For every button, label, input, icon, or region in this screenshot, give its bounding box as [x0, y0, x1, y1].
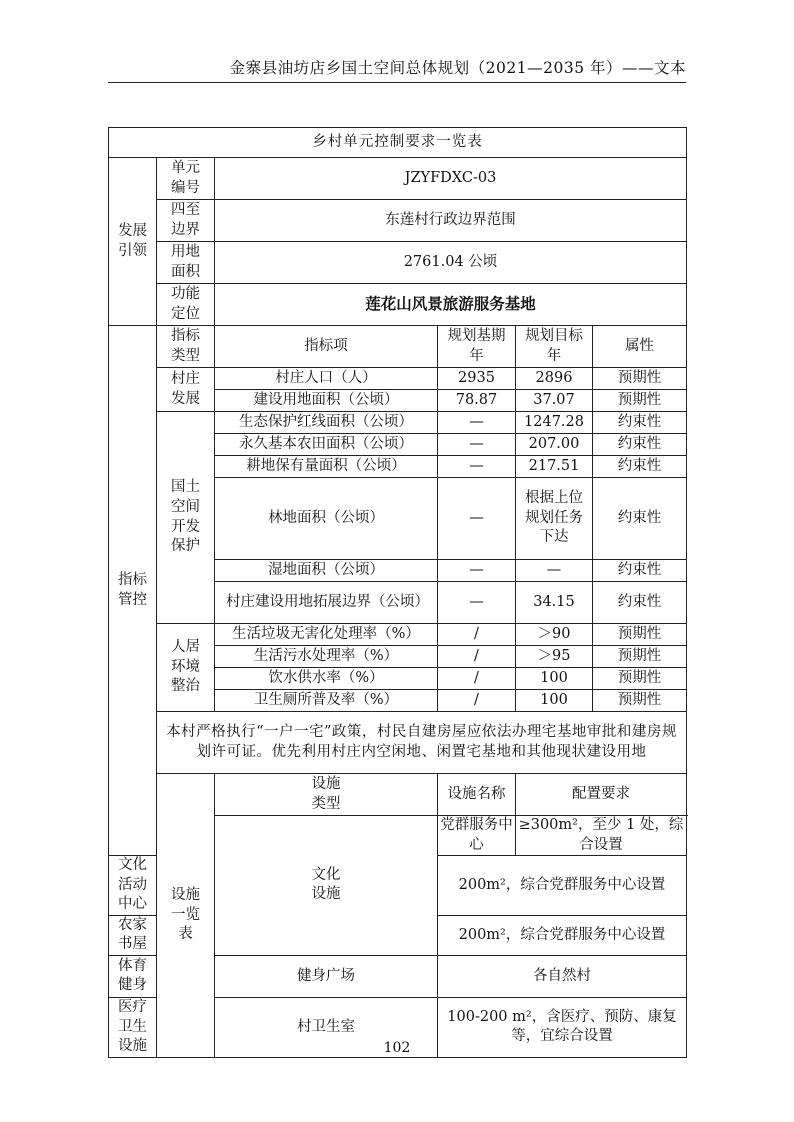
section-facilities: 设施一览表 [157, 774, 215, 1058]
indicator-attribute: 约束性 [593, 456, 687, 478]
header-rule [108, 82, 686, 83]
indicator-attribute: 约束性 [593, 412, 687, 434]
unit-control-table [108, 127, 687, 1058]
indicator-item: 永久基本农田面积（公顷） [215, 434, 438, 456]
function-value: 莲花山风景旅游服务基地 [215, 284, 687, 326]
indicator-attribute: 预期性 [593, 368, 687, 390]
indicator-item: 耕地保有量面积（公顷） [215, 456, 438, 478]
indicator-base: 2935 [438, 368, 516, 390]
indicator-target: 34.15 [516, 582, 593, 624]
facility-requirement: 各自然村 [438, 955, 687, 997]
base-year-header: 规划基期年 [438, 326, 516, 368]
group-village: 村庄发展 [157, 368, 215, 412]
guidance-label: 四至边界 [157, 200, 215, 242]
indicator-target: 100 [516, 690, 593, 712]
indicator-attribute: 预期性 [593, 668, 687, 690]
indicator-base: / [438, 690, 516, 712]
indicator-attribute: 约束性 [593, 560, 687, 582]
indicator-base: — [438, 478, 516, 560]
indicator-item: 湿地面积（公顷） [215, 560, 438, 582]
facility-name: 文化活动中心 [109, 856, 157, 916]
page-number: 102 [383, 1040, 411, 1056]
indicator-base: 78.87 [438, 390, 516, 412]
indicator-target: — [516, 560, 593, 582]
indicator-base: — [438, 560, 516, 582]
unit-code-value: JZYFDXC-03 [215, 158, 687, 200]
table-title: 乡村单元控制要求一览表 [109, 128, 687, 158]
indicator-base: / [438, 624, 516, 646]
section-control: 指标管控 [109, 326, 157, 856]
facility-type-header: 设施类型 [215, 774, 438, 816]
indicator-base: — [438, 434, 516, 456]
indicator-item: 建设用地面积（公顷） [215, 390, 438, 412]
indicator-target: 1247.28 [516, 412, 593, 434]
indicator-item-header: 指标项 [215, 326, 438, 368]
facility-name: 党群服务中心 [438, 816, 516, 856]
indicator-base: / [438, 646, 516, 668]
indicator-attribute: 约束性 [593, 478, 687, 560]
indicator-item: 村庄建设用地拓展边界（公顷） [215, 582, 438, 624]
boundary-value: 东莲村行政边界范围 [215, 200, 687, 242]
indicator-attribute: 预期性 [593, 690, 687, 712]
indicator-attribute: 预期性 [593, 624, 687, 646]
policy-text: 本村严格执行“一户一宅”政策，村民自建房屋应依法办理宅基地审批和建房规划许可证。优先利用村庄内空闲地、闲置宅基地和其他现状建设用地 [157, 712, 687, 774]
group-medical: 医疗卫生设施 [109, 997, 157, 1057]
indicator-item: 村庄人口（人） [215, 368, 438, 390]
target-year-header: 规划目标年 [516, 326, 593, 368]
attribute-header: 属性 [593, 326, 687, 368]
group-sport: 体育健身 [109, 955, 157, 997]
group-land: 国土空间开发保护 [157, 412, 215, 624]
indicator-attribute: 预期性 [593, 646, 687, 668]
indicator-item: 生活垃圾无害化处理率（%） [215, 624, 438, 646]
facility-name: 健身广场 [215, 955, 438, 997]
indicator-base: / [438, 668, 516, 690]
facility-requirement: 100-200 m²，含医疗、预防、康复等，宜综合设置 [438, 997, 687, 1057]
indicator-target: 根据上位规划任务下达 [516, 478, 593, 560]
running-header: 金寨县油坊店乡国土空间总体规划（2021—2035 年）——文本 [229, 59, 686, 77]
facility-requirement-header: 配置要求 [516, 774, 687, 816]
indicator-attribute: 预期性 [593, 390, 687, 412]
group-culture: 文化设施 [215, 816, 438, 956]
indicator-target: 37.07 [516, 390, 593, 412]
facility-requirement: ≥300m²，至少 1 处，综合设置 [516, 816, 687, 856]
facility-name: 农家书屋 [109, 915, 157, 955]
indicator-target: 100 [516, 668, 593, 690]
indicator-base: — [438, 456, 516, 478]
guidance-label: 功能定位 [157, 284, 215, 326]
indicator-target: 207.00 [516, 434, 593, 456]
indicator-item: 饮水供水率（%） [215, 668, 438, 690]
facility-name: 村卫生室 [215, 997, 438, 1057]
indicator-item: 林地面积（公顷） [215, 478, 438, 560]
indicator-type-header: 指标类型 [157, 326, 215, 368]
guidance-label: 单元编号 [157, 158, 215, 200]
indicator-attribute: 约束性 [593, 582, 687, 624]
area-value: 2761.04 公顷 [215, 242, 687, 284]
indicator-base: — [438, 582, 516, 624]
group-living: 人居环境整治 [157, 624, 215, 712]
facility-name-header: 设施名称 [438, 774, 516, 816]
indicator-item: 生态保护红线面积（公顷） [215, 412, 438, 434]
facility-requirement: 200m²，综合党群服务中心设置 [438, 856, 687, 916]
section-guidance: 发展引领 [109, 158, 157, 326]
guidance-label: 用地面积 [157, 242, 215, 284]
indicator-attribute: 约束性 [593, 434, 687, 456]
indicator-target: 217.51 [516, 456, 593, 478]
indicator-target: 2896 [516, 368, 593, 390]
facility-requirement: 200m²，综合党群服务中心设置 [438, 915, 687, 955]
indicator-base: — [438, 412, 516, 434]
indicator-item: 生活污水处理率（%） [215, 646, 438, 668]
indicator-item: 卫生厕所普及率（%） [215, 690, 438, 712]
indicator-target: ＞90 [516, 624, 593, 646]
indicator-target: ＞95 [516, 646, 593, 668]
